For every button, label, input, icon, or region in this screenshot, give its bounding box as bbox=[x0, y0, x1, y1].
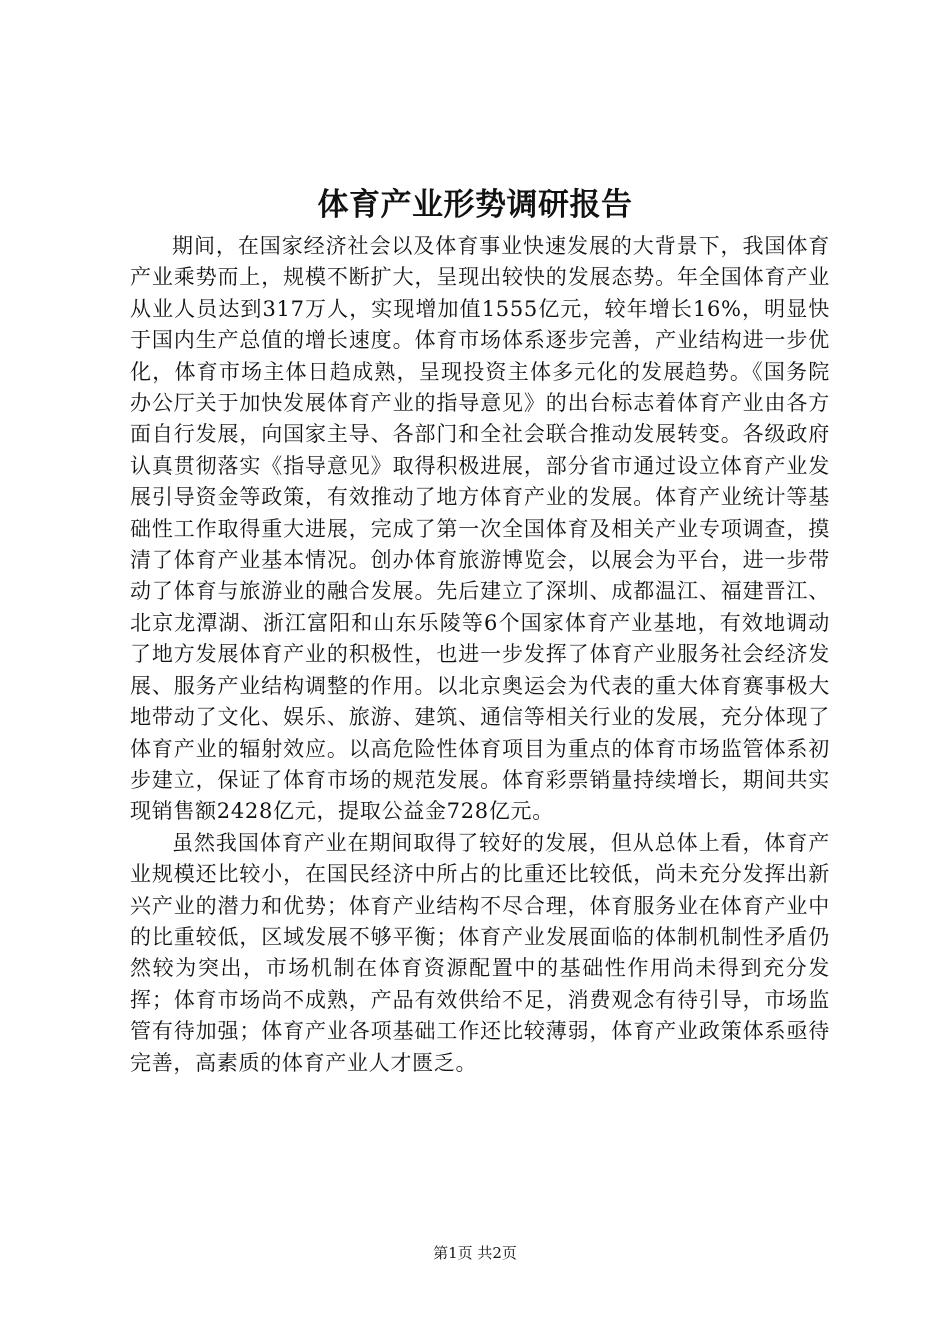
document-body bbox=[130, 231, 830, 1079]
paragraph-2: 虽然我国体育产业在期间取得了较好的发展，但从总体上看，体育产业规模还比较小，在国民经济中所占的比重还比较低，尚未充分发挥出新兴产业的潜力和优势；体育产业结构不尽合理，体育服务业在体育产业中的比重较低，区域发展不够平衡；体育产业发展面临的体制机制性矛盾仍然较为突出，市场机制在体育资源配置中的基础性作用尚未得到充分发挥；体育市场尚不成熟，产品有效供给不足，消费观念有待引导，市场监管有待加强；体育产业各项基础工作还比较薄弱，体育产业政策体系亟待完善，高素质的体育产业人才匮乏。 bbox=[130, 830, 830, 1075]
paragraph-1: 期间，在国家经济社会以及体育事业快速发展的大背景下，我国体育产业乘势而上，规模不断扩大，呈现出较快的发展态势。年全国体育产业从业人员达到317万人，实现增加值1555亿元，较年增长16%，明显快于国内生产总值的增长速度。体育市场体系逐步完善，产业结构进一步优化，体育市场主体日趋成熟，呈现投资主体多元化的发展趋势。《国务院办公厅关于加快发展体育产业的指导意见》的出台标志着体育产业由各方面自行发展，向国家主导、各部门和全社会联合推动发展转变。各级政府认真贯彻落实《指导意见》取得积极进展，部分省市通过设立体育产业发展引导资金等政策，有效推动了地方体育产业的发展。体育产业统计等基础性工作取得重大进展，完成了第一次全国体育及相关产业专项调查，摸清了体育产业基本情况。创办体育旅游博览会，以展会为平台，进一步带动了体育与旅游业的融合发展。先后建立了深圳、成都温江、福建晋江、北京龙潭湖、浙江富阳和山东乐陵等6个国家体育产业基地，有效地调动了地方发展体育产业的积极性，也进一步发挥了体育产业服务社会经济发展、服务产业结构调整的作用。以北京奥运会为代表的重大体育赛事极大地带动了文化、娱乐、旅游、建筑、通信等相关行业的发展，充分体现了体育产业的辐射效应。以高危险性体育项目为重点的体育市场监管体系初步建立，保证了体育市场的规范发展。体育彩票销量持续增长，期间共实现销售额2428亿元，提取公益金728亿元。 bbox=[130, 234, 830, 824]
document-title: 体育产业形势调研报告 bbox=[317, 187, 633, 223]
page-footer: 第1页 共2页 bbox=[433, 1244, 517, 1262]
